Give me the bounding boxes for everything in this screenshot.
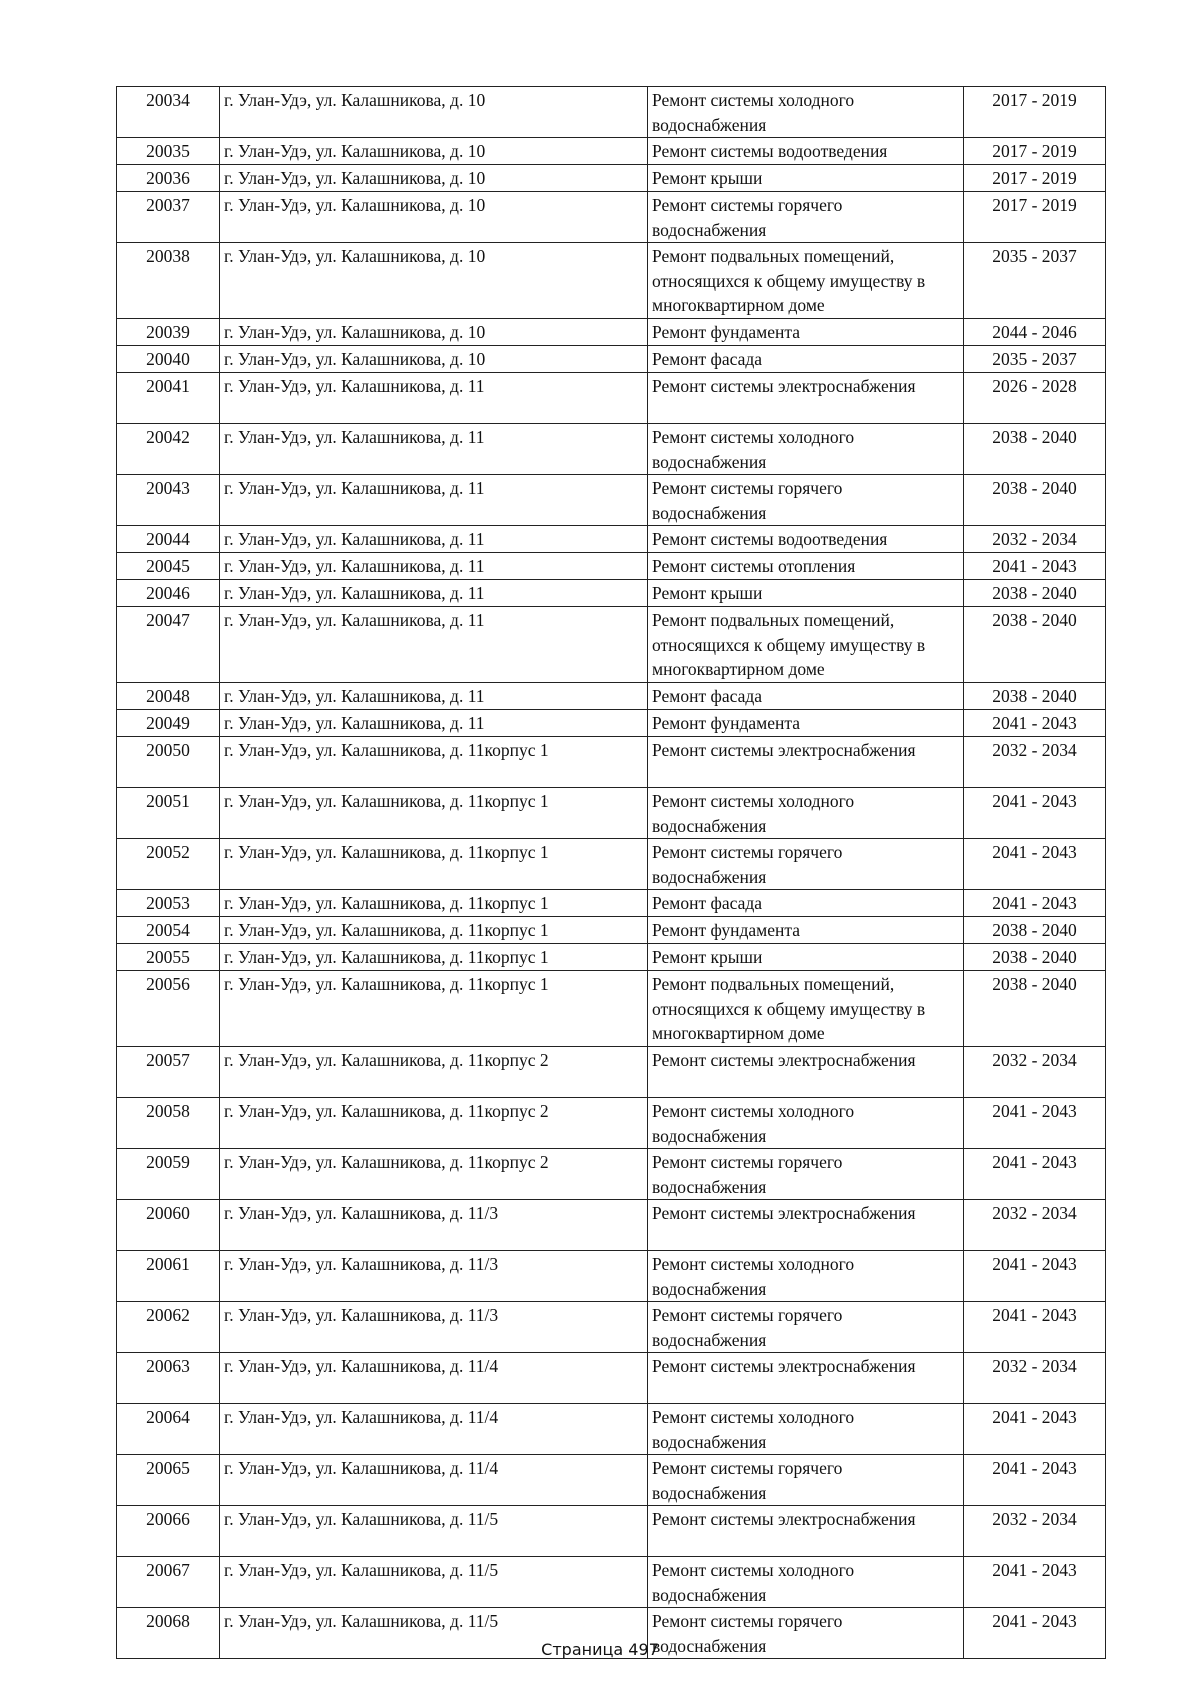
- work-type-cell: Ремонт крыши: [648, 165, 964, 192]
- address-cell: г. Улан-Удэ, ул. Калашникова, д. 11: [220, 580, 648, 607]
- address-cell: г. Улан-Удэ, ул. Калашникова, д. 11: [220, 553, 648, 580]
- address-cell: г. Улан-Удэ, ул. Калашникова, д. 11/4: [220, 1353, 648, 1404]
- period-cell: 2035 - 2037: [964, 346, 1106, 373]
- table-row: [117, 788, 1106, 839]
- period-cell: 2038 - 2040: [964, 971, 1106, 1047]
- record-number-cell: 20036: [117, 165, 220, 192]
- period-cell: 2038 - 2040: [964, 683, 1106, 710]
- table-row: [117, 1506, 1106, 1557]
- table-row: [117, 475, 1106, 526]
- work-type-cell: Ремонт системы горячего водоснабжения: [648, 1302, 964, 1353]
- work-type-cell: Ремонт крыши: [648, 944, 964, 971]
- record-number-cell: 20048: [117, 683, 220, 710]
- table-row: [117, 607, 1106, 683]
- address-cell: г. Улан-Удэ, ул. Калашникова, д. 11корпус 2: [220, 1098, 648, 1149]
- table-row: [117, 710, 1106, 737]
- table-body: [117, 87, 1106, 1659]
- period-cell: 2032 - 2034: [964, 1200, 1106, 1251]
- record-number-cell: 20044: [117, 526, 220, 553]
- table-row: [117, 1557, 1106, 1608]
- record-number-cell: 20054: [117, 917, 220, 944]
- record-number-cell: 20065: [117, 1455, 220, 1506]
- table-row: [117, 683, 1106, 710]
- period-cell: 2044 - 2046: [964, 319, 1106, 346]
- address-cell: г. Улан-Удэ, ул. Калашникова, д. 11/3: [220, 1302, 648, 1353]
- address-cell: г. Улан-Удэ, ул. Калашникова, д. 10: [220, 192, 648, 243]
- period-cell: 2038 - 2040: [964, 580, 1106, 607]
- address-cell: г. Улан-Удэ, ул. Калашникова, д. 11/5: [220, 1557, 648, 1608]
- period-cell: 2032 - 2034: [964, 1353, 1106, 1404]
- address-cell: г. Улан-Удэ, ул. Калашникова, д. 11: [220, 424, 648, 475]
- period-cell: 2017 - 2019: [964, 138, 1106, 165]
- address-cell: г. Улан-Удэ, ул. Калашникова, д. 11/5: [220, 1506, 648, 1557]
- address-cell: г. Улан-Удэ, ул. Калашникова, д. 11корпус 2: [220, 1047, 648, 1098]
- record-number-cell: 20052: [117, 839, 220, 890]
- table-row: [117, 165, 1106, 192]
- record-number-cell: 20051: [117, 788, 220, 839]
- address-cell: г. Улан-Удэ, ул. Калашникова, д. 11корпус 2: [220, 1149, 648, 1200]
- work-type-cell: Ремонт системы горячего водоснабжения: [648, 1149, 964, 1200]
- address-cell: г. Улан-Удэ, ул. Калашникова, д. 11корпус 1: [220, 971, 648, 1047]
- period-cell: 2041 - 2043: [964, 1149, 1106, 1200]
- table-row: [117, 373, 1106, 424]
- record-number-cell: 20053: [117, 890, 220, 917]
- period-cell: 2032 - 2034: [964, 526, 1106, 553]
- record-number-cell: 20047: [117, 607, 220, 683]
- record-number-cell: 20041: [117, 373, 220, 424]
- period-cell: 2041 - 2043: [964, 553, 1106, 580]
- work-type-cell: Ремонт системы водоотведения: [648, 138, 964, 165]
- period-cell: 2041 - 2043: [964, 1404, 1106, 1455]
- work-type-cell: Ремонт системы горячего водоснабжения: [648, 839, 964, 890]
- record-number-cell: 20037: [117, 192, 220, 243]
- work-type-cell: Ремонт системы водоотведения: [648, 526, 964, 553]
- table-row: [117, 243, 1106, 319]
- work-type-cell: Ремонт системы электроснабжения: [648, 1506, 964, 1557]
- period-cell: 2026 - 2028: [964, 373, 1106, 424]
- work-type-cell: Ремонт крыши: [648, 580, 964, 607]
- work-type-cell: Ремонт системы холодного водоснабжения: [648, 1404, 964, 1455]
- record-number-cell: 20034: [117, 87, 220, 138]
- record-number-cell: 20039: [117, 319, 220, 346]
- address-cell: г. Улан-Удэ, ул. Калашникова, д. 10: [220, 165, 648, 192]
- table-row: [117, 553, 1106, 580]
- table-row: [117, 1251, 1106, 1302]
- work-type-cell: Ремонт системы электроснабжения: [648, 1200, 964, 1251]
- work-type-cell: Ремонт подвальных помещений, относящихся к общему имуществу в многоквартирном доме: [648, 243, 964, 319]
- table-row: [117, 87, 1106, 138]
- period-cell: 2017 - 2019: [964, 87, 1106, 138]
- record-number-cell: 20063: [117, 1353, 220, 1404]
- table-row: [117, 1098, 1106, 1149]
- address-cell: г. Улан-Удэ, ул. Калашникова, д. 11: [220, 607, 648, 683]
- work-type-cell: Ремонт системы холодного водоснабжения: [648, 1098, 964, 1149]
- repair-schedule-table: [116, 86, 1106, 1659]
- table-row: [117, 1302, 1106, 1353]
- record-number-cell: 20067: [117, 1557, 220, 1608]
- record-number-cell: 20060: [117, 1200, 220, 1251]
- record-number-cell: 20059: [117, 1149, 220, 1200]
- record-number-cell: 20061: [117, 1251, 220, 1302]
- address-cell: г. Улан-Удэ, ул. Калашникова, д. 11: [220, 683, 648, 710]
- work-type-cell: Ремонт системы электроснабжения: [648, 737, 964, 788]
- table-row: [117, 1455, 1106, 1506]
- record-number-cell: 20055: [117, 944, 220, 971]
- table-row: [117, 346, 1106, 373]
- work-type-cell: Ремонт системы горячего водоснабжения: [648, 475, 964, 526]
- table-row: [117, 424, 1106, 475]
- work-type-cell: Ремонт подвальных помещений, относящихся к общему имуществу в многоквартирном доме: [648, 971, 964, 1047]
- record-number-cell: 20050: [117, 737, 220, 788]
- page-number: Страница 497: [541, 1640, 659, 1659]
- address-cell: г. Улан-Удэ, ул. Калашникова, д. 11корпус 1: [220, 917, 648, 944]
- work-type-cell: Ремонт системы горячего водоснабжения: [648, 1608, 964, 1659]
- period-cell: 2032 - 2034: [964, 737, 1106, 788]
- table-row: [117, 971, 1106, 1047]
- record-number-cell: 20058: [117, 1098, 220, 1149]
- address-cell: г. Улан-Удэ, ул. Калашникова, д. 10: [220, 87, 648, 138]
- address-cell: г. Улан-Удэ, ул. Калашникова, д. 11корпус 1: [220, 788, 648, 839]
- table-row: [117, 526, 1106, 553]
- record-number-cell: 20043: [117, 475, 220, 526]
- record-number-cell: 20064: [117, 1404, 220, 1455]
- work-type-cell: Ремонт фасада: [648, 346, 964, 373]
- work-type-cell: Ремонт системы холодного водоснабжения: [648, 788, 964, 839]
- work-type-cell: Ремонт системы холодного водоснабжения: [648, 424, 964, 475]
- period-cell: 2038 - 2040: [964, 424, 1106, 475]
- address-cell: г. Улан-Удэ, ул. Калашникова, д. 11/5: [220, 1608, 648, 1659]
- table-row: [117, 737, 1106, 788]
- period-cell: 2041 - 2043: [964, 839, 1106, 890]
- address-cell: г. Улан-Удэ, ул. Калашникова, д. 11корпус 1: [220, 890, 648, 917]
- address-cell: г. Улан-Удэ, ул. Калашникова, д. 10: [220, 243, 648, 319]
- period-cell: 2041 - 2043: [964, 1455, 1106, 1506]
- table-row: [117, 319, 1106, 346]
- period-cell: 2035 - 2037: [964, 243, 1106, 319]
- work-type-cell: Ремонт фундамента: [648, 710, 964, 737]
- address-cell: г. Улан-Удэ, ул. Калашникова, д. 11корпус 1: [220, 839, 648, 890]
- table-row: [117, 917, 1106, 944]
- period-cell: 2017 - 2019: [964, 192, 1106, 243]
- period-cell: 2041 - 2043: [964, 788, 1106, 839]
- address-cell: г. Улан-Удэ, ул. Калашникова, д. 11корпус 1: [220, 944, 648, 971]
- period-cell: 2041 - 2043: [964, 710, 1106, 737]
- work-type-cell: Ремонт системы горячего водоснабжения: [648, 1455, 964, 1506]
- record-number-cell: 20056: [117, 971, 220, 1047]
- table-row: [117, 1149, 1106, 1200]
- address-cell: г. Улан-Удэ, ул. Калашникова, д. 11/4: [220, 1455, 648, 1506]
- table-row: [117, 1404, 1106, 1455]
- address-cell: г. Улан-Удэ, ул. Калашникова, д. 10: [220, 138, 648, 165]
- address-cell: г. Улан-Удэ, ул. Калашникова, д. 11: [220, 710, 648, 737]
- record-number-cell: 20062: [117, 1302, 220, 1353]
- work-type-cell: Ремонт фундамента: [648, 917, 964, 944]
- address-cell: г. Улан-Удэ, ул. Калашникова, д. 11/4: [220, 1404, 648, 1455]
- table-row: [117, 1353, 1106, 1404]
- work-type-cell: Ремонт системы холодного водоснабжения: [648, 1557, 964, 1608]
- table-row: [117, 138, 1106, 165]
- period-cell: 2041 - 2043: [964, 1608, 1106, 1659]
- period-cell: 2032 - 2034: [964, 1506, 1106, 1557]
- work-type-cell: Ремонт системы электроснабжения: [648, 373, 964, 424]
- record-number-cell: 20035: [117, 138, 220, 165]
- period-cell: 2032 - 2034: [964, 1047, 1106, 1098]
- address-cell: г. Улан-Удэ, ул. Калашникова, д. 11: [220, 526, 648, 553]
- work-type-cell: Ремонт фасада: [648, 683, 964, 710]
- work-type-cell: Ремонт фасада: [648, 890, 964, 917]
- table-row: [117, 192, 1106, 243]
- period-cell: 2017 - 2019: [964, 165, 1106, 192]
- work-type-cell: Ремонт фундамента: [648, 319, 964, 346]
- period-cell: 2038 - 2040: [964, 475, 1106, 526]
- table-row: [117, 580, 1106, 607]
- period-cell: 2041 - 2043: [964, 890, 1106, 917]
- work-type-cell: Ремонт системы отопления: [648, 553, 964, 580]
- record-number-cell: 20046: [117, 580, 220, 607]
- address-cell: г. Улан-Удэ, ул. Калашникова, д. 11/3: [220, 1251, 648, 1302]
- period-cell: 2038 - 2040: [964, 917, 1106, 944]
- table-row: [117, 1200, 1106, 1251]
- work-type-cell: Ремонт системы холодного водоснабжения: [648, 1251, 964, 1302]
- record-number-cell: 20066: [117, 1506, 220, 1557]
- address-cell: г. Улан-Удэ, ул. Калашникова, д. 11/3: [220, 1200, 648, 1251]
- period-cell: 2041 - 2043: [964, 1557, 1106, 1608]
- address-cell: г. Улан-Удэ, ул. Калашникова, д. 11: [220, 373, 648, 424]
- work-type-cell: Ремонт подвальных помещений, относящихся к общему имуществу в многоквартирном доме: [648, 607, 964, 683]
- work-type-cell: Ремонт системы холодного водоснабжения: [648, 87, 964, 138]
- record-number-cell: 20038: [117, 243, 220, 319]
- table-row: [117, 944, 1106, 971]
- work-type-cell: Ремонт системы электроснабжения: [648, 1353, 964, 1404]
- record-number-cell: 20057: [117, 1047, 220, 1098]
- table-row: [117, 839, 1106, 890]
- record-number-cell: 20040: [117, 346, 220, 373]
- period-cell: 2041 - 2043: [964, 1302, 1106, 1353]
- period-cell: 2038 - 2040: [964, 944, 1106, 971]
- period-cell: 2041 - 2043: [964, 1098, 1106, 1149]
- address-cell: г. Улан-Удэ, ул. Калашникова, д. 10: [220, 319, 648, 346]
- address-cell: г. Улан-Удэ, ул. Калашникова, д. 10: [220, 346, 648, 373]
- address-cell: г. Улан-Удэ, ул. Калашникова, д. 11: [220, 475, 648, 526]
- record-number-cell: 20068: [117, 1608, 220, 1659]
- table-row: [117, 890, 1106, 917]
- table-row: [117, 1047, 1106, 1098]
- work-type-cell: Ремонт системы горячего водоснабжения: [648, 192, 964, 243]
- record-number-cell: 20042: [117, 424, 220, 475]
- period-cell: 2041 - 2043: [964, 1251, 1106, 1302]
- address-cell: г. Улан-Удэ, ул. Калашникова, д. 11корпус 1: [220, 737, 648, 788]
- work-type-cell: Ремонт системы электроснабжения: [648, 1047, 964, 1098]
- record-number-cell: 20049: [117, 710, 220, 737]
- period-cell: 2038 - 2040: [964, 607, 1106, 683]
- record-number-cell: 20045: [117, 553, 220, 580]
